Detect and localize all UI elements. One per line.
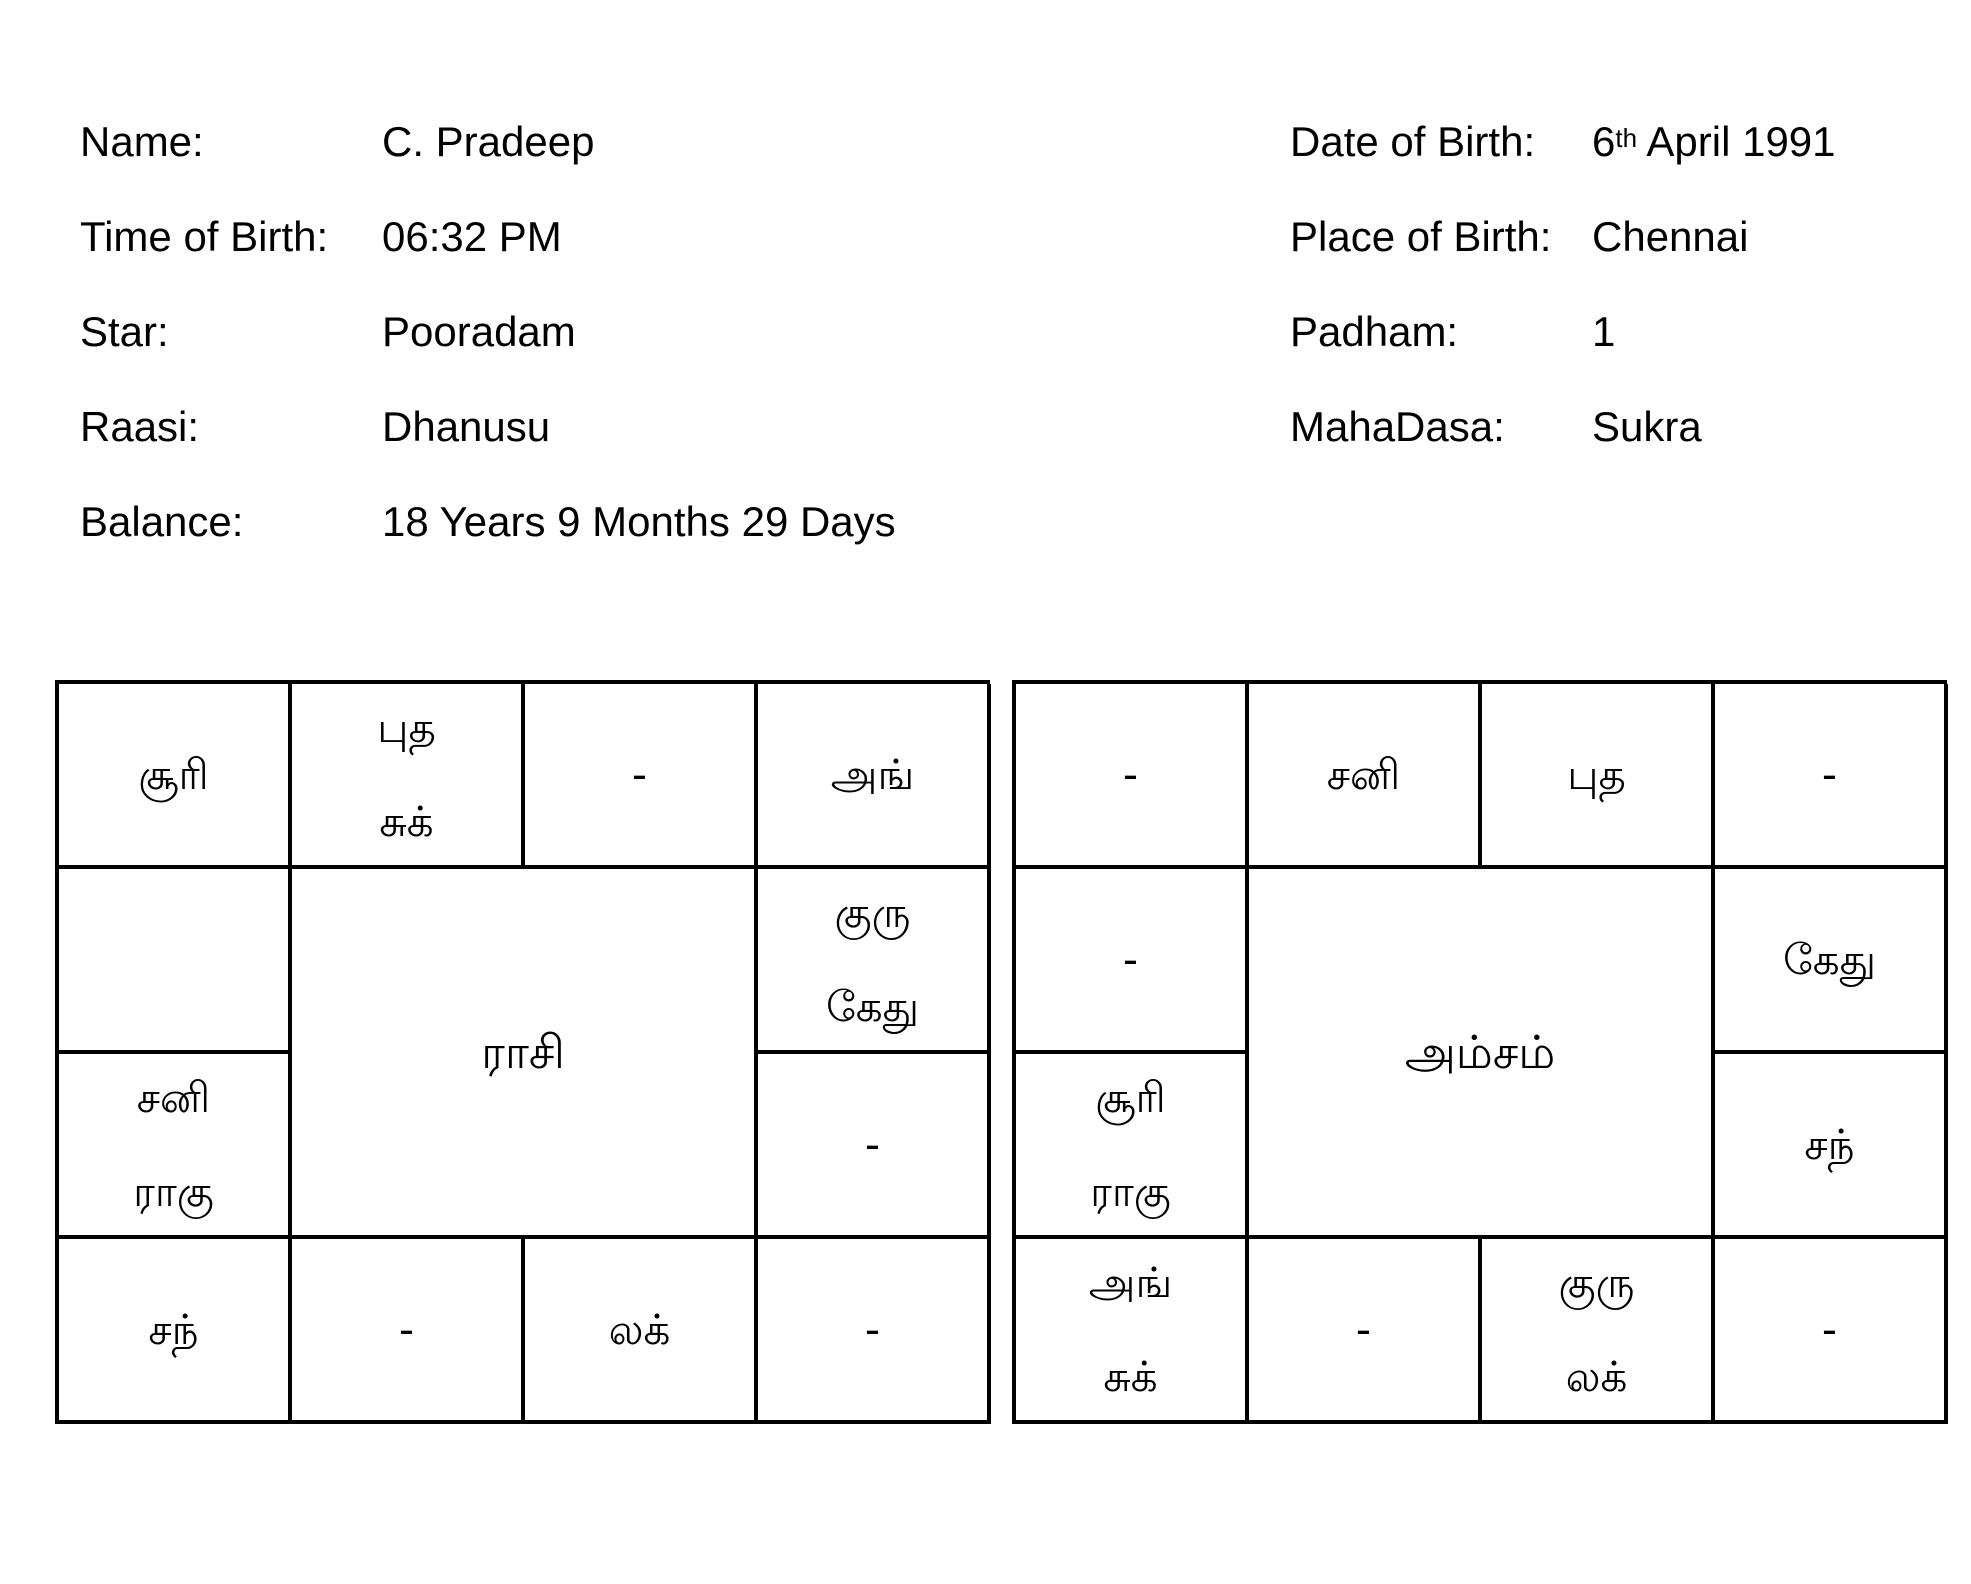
raasi-cell-r3c0 xyxy=(59,1239,292,1424)
raasi-chart-title: ராசி xyxy=(481,1025,565,1079)
amsam-planet: - xyxy=(1821,749,1838,799)
raasi-label: Raasi: xyxy=(80,403,200,450)
raasi-chart xyxy=(55,680,990,1424)
raasi-cell-r1c0 xyxy=(59,869,292,1054)
amsam-cell-r2c3 xyxy=(1715,1054,1948,1239)
raasi-cell-center xyxy=(292,869,758,1239)
raasi-planet: - xyxy=(864,1304,881,1354)
amsam-cell-r0c1 xyxy=(1249,684,1482,869)
raasi-value: Dhanusu xyxy=(382,403,551,450)
date-of-birth-rest: April 1991 xyxy=(1637,118,1836,165)
date-of-birth-day: 6 xyxy=(1592,118,1616,165)
amsam-planet: - xyxy=(1122,934,1139,984)
balance-value: 18 Years 9 Months 29 Days xyxy=(382,498,896,545)
amsam-cell-r1c3 xyxy=(1715,869,1948,1054)
raasi-planet: குரு xyxy=(834,887,911,937)
date-of-birth-label: Date of Birth: xyxy=(1290,118,1536,165)
raasi-planet: - xyxy=(631,749,648,799)
raasi-cell-r3c2 xyxy=(525,1239,758,1424)
star-label: Star: xyxy=(80,308,169,355)
raasi-cell-r0c2 xyxy=(525,684,758,869)
padham-value: 1 xyxy=(1592,308,1616,355)
date-of-birth-value xyxy=(1592,117,1836,167)
amsam-cell-r3c3 xyxy=(1715,1239,1948,1424)
amsam-cell-center xyxy=(1249,869,1715,1239)
raasi-planet: அங் xyxy=(830,749,915,799)
raasi-planet: சனி xyxy=(136,1072,211,1122)
amsam-cell-r2c0 xyxy=(1016,1054,1249,1239)
name-value: C. Pradeep xyxy=(382,118,595,165)
amsam-cell-r3c1 xyxy=(1249,1239,1482,1424)
raasi-cell-r0c3 xyxy=(758,684,991,869)
name-label: Name: xyxy=(80,118,204,165)
balance-label: Balance: xyxy=(80,498,244,545)
raasi-cell-r1c3 xyxy=(758,869,991,1054)
amsam-cell-r3c0 xyxy=(1016,1239,1249,1424)
amsam-planet: ராகு xyxy=(1090,1166,1171,1216)
amsam-planet: - xyxy=(1122,749,1139,799)
time-of-birth-value: 06:32 PM xyxy=(382,213,562,260)
amsam-planet: லக் xyxy=(1565,1351,1628,1401)
amsam-cell-r1c0 xyxy=(1016,869,1249,1054)
amsam-planet: குரு xyxy=(1558,1257,1635,1307)
raasi-planet: புத xyxy=(377,702,436,752)
padham-label: Padham: xyxy=(1290,308,1459,355)
amsam-planet: சுக் xyxy=(1103,1351,1158,1401)
mahadasa-label: MahaDasa: xyxy=(1290,403,1505,450)
raasi-cell-r2c0 xyxy=(59,1054,292,1239)
raasi-planet: லக் xyxy=(608,1304,671,1354)
raasi-cell-r0c0 xyxy=(59,684,292,869)
amsam-cell-r0c3 xyxy=(1715,684,1948,869)
amsam-planet: அங் xyxy=(1088,1257,1173,1307)
amsam-planet: புத xyxy=(1567,749,1626,799)
amsam-planet: - xyxy=(1821,1304,1838,1354)
place-of-birth-value: Chennai xyxy=(1592,213,1749,260)
raasi-planet: சந் xyxy=(148,1304,199,1354)
raasi-planet: சூரி xyxy=(138,749,209,799)
raasi-cell-r2c3 xyxy=(758,1054,991,1239)
amsam-cell-r0c0 xyxy=(1016,684,1249,869)
star-value: Pooradam xyxy=(382,308,576,355)
amsam-planet: சூரி xyxy=(1095,1072,1166,1122)
amsam-cell-r0c2 xyxy=(1482,684,1715,869)
amsam-chart xyxy=(1012,680,1947,1424)
raasi-cell-r3c1 xyxy=(292,1239,525,1424)
raasi-planet: ராகு xyxy=(133,1166,214,1216)
raasi-planet: - xyxy=(398,1304,415,1354)
amsam-planet: சந் xyxy=(1804,1119,1855,1169)
date-of-birth-suffix: th xyxy=(1615,123,1638,153)
mahadasa-value: Sukra xyxy=(1592,403,1702,450)
time-of-birth-label: Time of Birth: xyxy=(80,213,329,260)
raasi-planet: - xyxy=(864,1119,881,1169)
amsam-planet: - xyxy=(1355,1304,1372,1354)
raasi-cell-r3c3 xyxy=(758,1239,991,1424)
amsam-planet: சனி xyxy=(1326,749,1401,799)
raasi-planet: கேது xyxy=(825,981,920,1031)
raasi-planet: சுக் xyxy=(379,796,434,846)
amsam-planet: கேது xyxy=(1782,934,1877,984)
amsam-chart-title: அம்சம் xyxy=(1404,1025,1556,1079)
amsam-cell-r3c2 xyxy=(1482,1239,1715,1424)
place-of-birth-label: Place of Birth: xyxy=(1290,213,1552,260)
raasi-cell-r0c1 xyxy=(292,684,525,869)
